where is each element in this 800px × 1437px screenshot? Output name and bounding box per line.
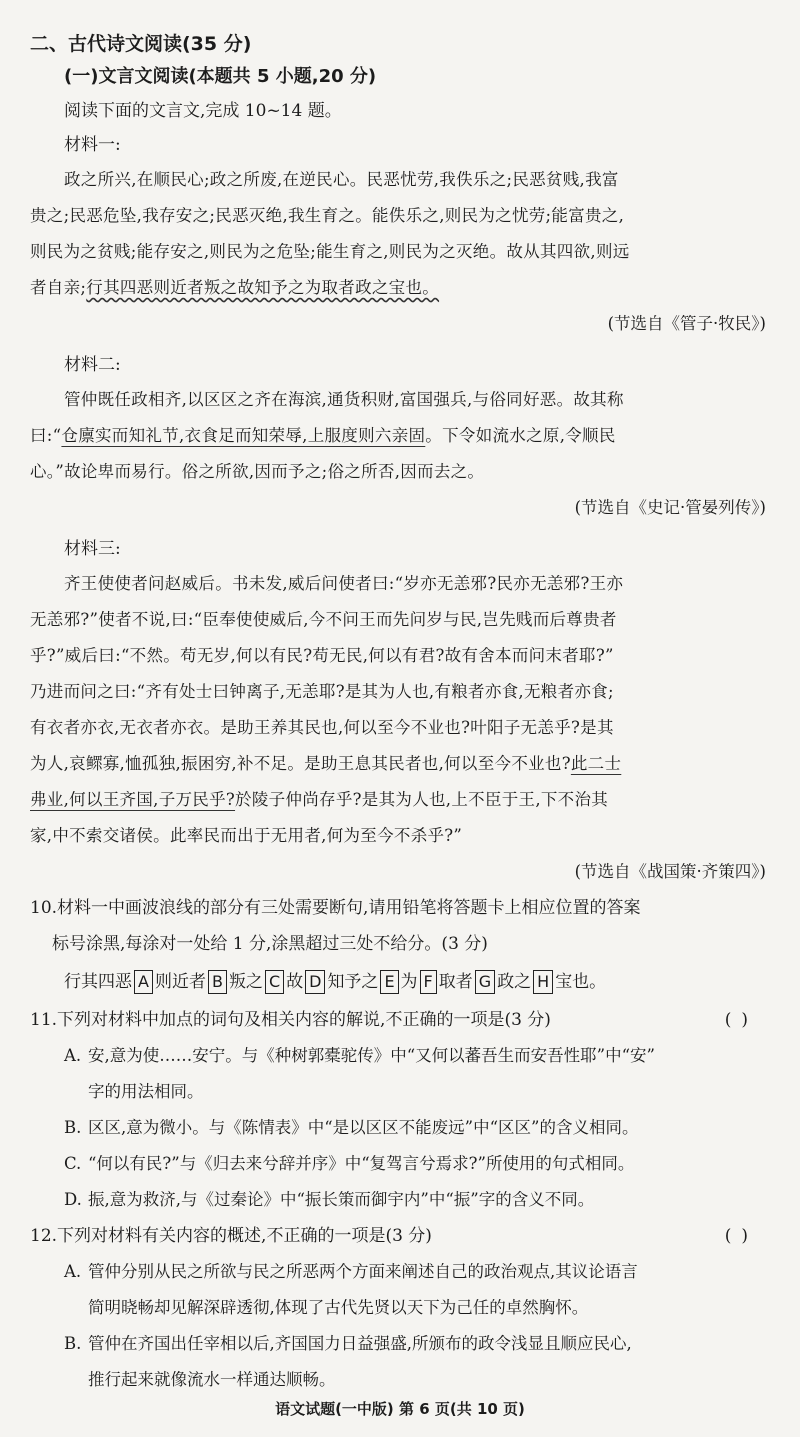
option-letter: C.: [64, 1154, 82, 1173]
option-letter: D.: [64, 1190, 82, 1209]
question-stem-cont: 标号涂黑,每涂对一处给 1 分,涂黑超过三处不给分。(3 分): [52, 934, 488, 954]
material1-text-plain: 者自亲;: [30, 278, 87, 297]
material1-line: 贵之;民恶危坠,我存安之;民恶灭绝,我生育之。能佚乐之,则民为之忧劳;能富贵之,: [30, 206, 625, 225]
underlined-passage: 仓廪实而知礼节,衣食足而知荣辱,上服度则六亲固: [61, 426, 426, 445]
subsection-title: (一)文言文阅读(本题共 5 小题,20 分): [64, 66, 377, 87]
option-text: 管仲分别从民之所欲与民之所恶两个方面来阐述自己的政治观点,其议论语言: [88, 1262, 638, 1281]
option-d: [30, 1182, 770, 1218]
option-text-cont: 字的用法相同。: [88, 1082, 204, 1101]
option-a: [30, 1254, 770, 1290]
segment: 宝也。: [555, 972, 607, 992]
segment: 政之: [497, 972, 532, 992]
material3-line: 有衣者亦衣,无衣者亦衣。是助王养其民也,何以至今不业也?叶阳子无恙乎?是其: [30, 718, 614, 737]
option-b: [30, 1110, 770, 1146]
option-b: [30, 1326, 770, 1362]
material1-text: [30, 162, 770, 306]
material2-line: [30, 418, 770, 454]
material3-line: 家,中不索交诸侯。此率民而出于无用者,何为至今不杀乎?”: [30, 826, 463, 845]
question-10: [30, 890, 770, 926]
material1-line: [30, 270, 770, 306]
answer-box-f[interactable]: F: [420, 970, 437, 994]
material3-line: [30, 782, 770, 818]
section-title: 二、古代诗文阅读(35 分): [30, 33, 252, 55]
material2-line: 管仲既任政相齐,以区区之齐在海滨,通货积财,富国强兵,与俗同好恶。故其称: [64, 390, 624, 409]
segment: 取者: [438, 972, 473, 992]
option-letter: B.: [64, 1118, 82, 1137]
answer-box-a[interactable]: A: [134, 970, 153, 994]
material3-text-plain: 为人,哀鳏寡,恤孤独,振困穷,补不足。是助王息其民者也,何以至今不业也?: [30, 754, 571, 773]
option-letter: A.: [64, 1046, 82, 1065]
material2-line: 心。”故论卑而易行。俗之所欲,因而予之;俗之所否,因而去之。: [30, 462, 485, 481]
answer-box-d[interactable]: D: [305, 970, 325, 994]
answer-box-c[interactable]: C: [265, 970, 284, 994]
option-letter: B.: [64, 1334, 82, 1353]
question-12: [30, 1218, 770, 1254]
material2-text-plain: 。下令如流水之原,令顺民: [425, 426, 616, 445]
option-text-cont: 简明晓畅却见解深辟透彻,体现了古代先贤以天下为己任的卓然胸怀。: [88, 1298, 589, 1317]
option-text: 区区,意为微小。与《陈情表》中“是以区区不能废远”中“区区”的含义相同。: [88, 1118, 639, 1137]
option-text-cont: 推行起来就像流水一样通达顺畅。: [88, 1370, 336, 1389]
option-letter: A.: [64, 1262, 82, 1281]
answer-box-g[interactable]: G: [475, 970, 495, 994]
question-number: 10.: [30, 898, 58, 918]
answer-parentheses[interactable]: (): [724, 1010, 758, 1030]
segment: 则近者: [154, 972, 206, 992]
material2-source: (节选自《史记·管晏列传》): [574, 498, 766, 517]
material3-text: [30, 566, 770, 854]
segment: 为: [400, 972, 418, 992]
option-text: 安,意为使……安宁。与《种树郭橐驼传》中“又何以蕃吾生而安吾性耶”中“安”: [88, 1046, 655, 1065]
material2-text-plain: 曰:“: [30, 426, 62, 445]
material1-line: 则民为之贫贱;能存安之,则民为之危坠;能生育之,则民为之灭绝。故从其四欲,则远: [30, 242, 630, 261]
wavy-underlined-passage: 行其四恶则近者叛之故知予之为取者政之宝也。: [86, 278, 440, 297]
material3-source: (节选自《战国策·齐策四》): [574, 862, 766, 881]
material3-line: 齐王使使者问赵威后。书未发,威后问使者曰:“岁亦无恙邪?民亦无恙邪?王亦: [64, 574, 624, 593]
material3-line: 乃进而问之曰:“齐有处士曰钟离子,无恙耶?是其为人也,有粮者亦食,无粮者亦食;: [30, 682, 614, 701]
question-stem: 下列对材料有关内容的概述,不正确的一项是(3 分): [57, 1226, 432, 1246]
answer-box-h[interactable]: H: [533, 970, 553, 994]
option-a: [30, 1038, 770, 1074]
segment: 故: [286, 972, 304, 992]
option-text: “何以有民?”与《归去来兮辞并序》中“复驾言兮焉求?”所使用的句式相同。: [88, 1154, 635, 1173]
answer-box-e[interactable]: E: [380, 970, 398, 994]
option-text: 管仲在齐国出任宰相以后,齐国国力日益强盛,所颁布的政令浅显且顺应民心,: [88, 1334, 632, 1353]
material3-line: 无恙邪?”使者不说,曰:“臣奉使使威后,今不问王而先问岁与民,岂先贱而后尊贵者: [30, 610, 617, 629]
underlined-passage: 弗业,何以王齐国,子万民乎?: [30, 790, 236, 809]
question-number: 11.: [30, 1010, 58, 1030]
material2-label: 材料二:: [64, 355, 121, 375]
segment: 知予之: [327, 972, 379, 992]
segment: 行其四恶: [64, 972, 132, 992]
underlined-passage: 此二士: [570, 754, 622, 773]
sentence-break-row: [30, 962, 770, 1002]
option-text: 振,意为救济,与《过秦论》中“振长策而御宇内”中“振”字的含义不同。: [88, 1190, 595, 1209]
question-stem: 材料一中画波浪线的部分有三处需要断句,请用铅笔将答题卡上相应位置的答案: [57, 898, 641, 918]
material3-label: 材料三:: [64, 539, 121, 559]
answer-box-b[interactable]: B: [208, 970, 227, 994]
question-number: 12.: [30, 1226, 58, 1246]
material3-line: 乎?”威后曰:“不然。苟无岁,何以有民?苟无民,何以有君?故有舍本而问末者耶?”: [30, 646, 614, 665]
question-stem: 下列对材料中加点的词句及相关内容的解说,不正确的一项是(3 分): [57, 1010, 551, 1030]
material1-label: 材料一:: [64, 135, 121, 155]
material3-line: [30, 746, 770, 782]
option-c: [30, 1146, 770, 1182]
material1-line: 政之所兴,在顺民心;政之所废,在逆民心。民恶忧劳,我佚乐之;民恶贫贱,我富: [64, 170, 619, 189]
question-11: [30, 1002, 770, 1038]
instruction: 阅读下面的文言文,完成 10~14 题。: [64, 101, 342, 121]
material2-text: [30, 382, 770, 490]
material1-source: (节选自《管子·牧民》): [607, 314, 766, 333]
material3-text-plain: 於陵子仲尚存乎?是其为人也,上不臣于王,下不治其: [235, 790, 609, 809]
page-footer: 语文试题(一中版) 第 6 页(共 10 页): [275, 1400, 525, 1418]
answer-parentheses[interactable]: (): [724, 1226, 758, 1246]
segment: 叛之: [228, 972, 263, 992]
